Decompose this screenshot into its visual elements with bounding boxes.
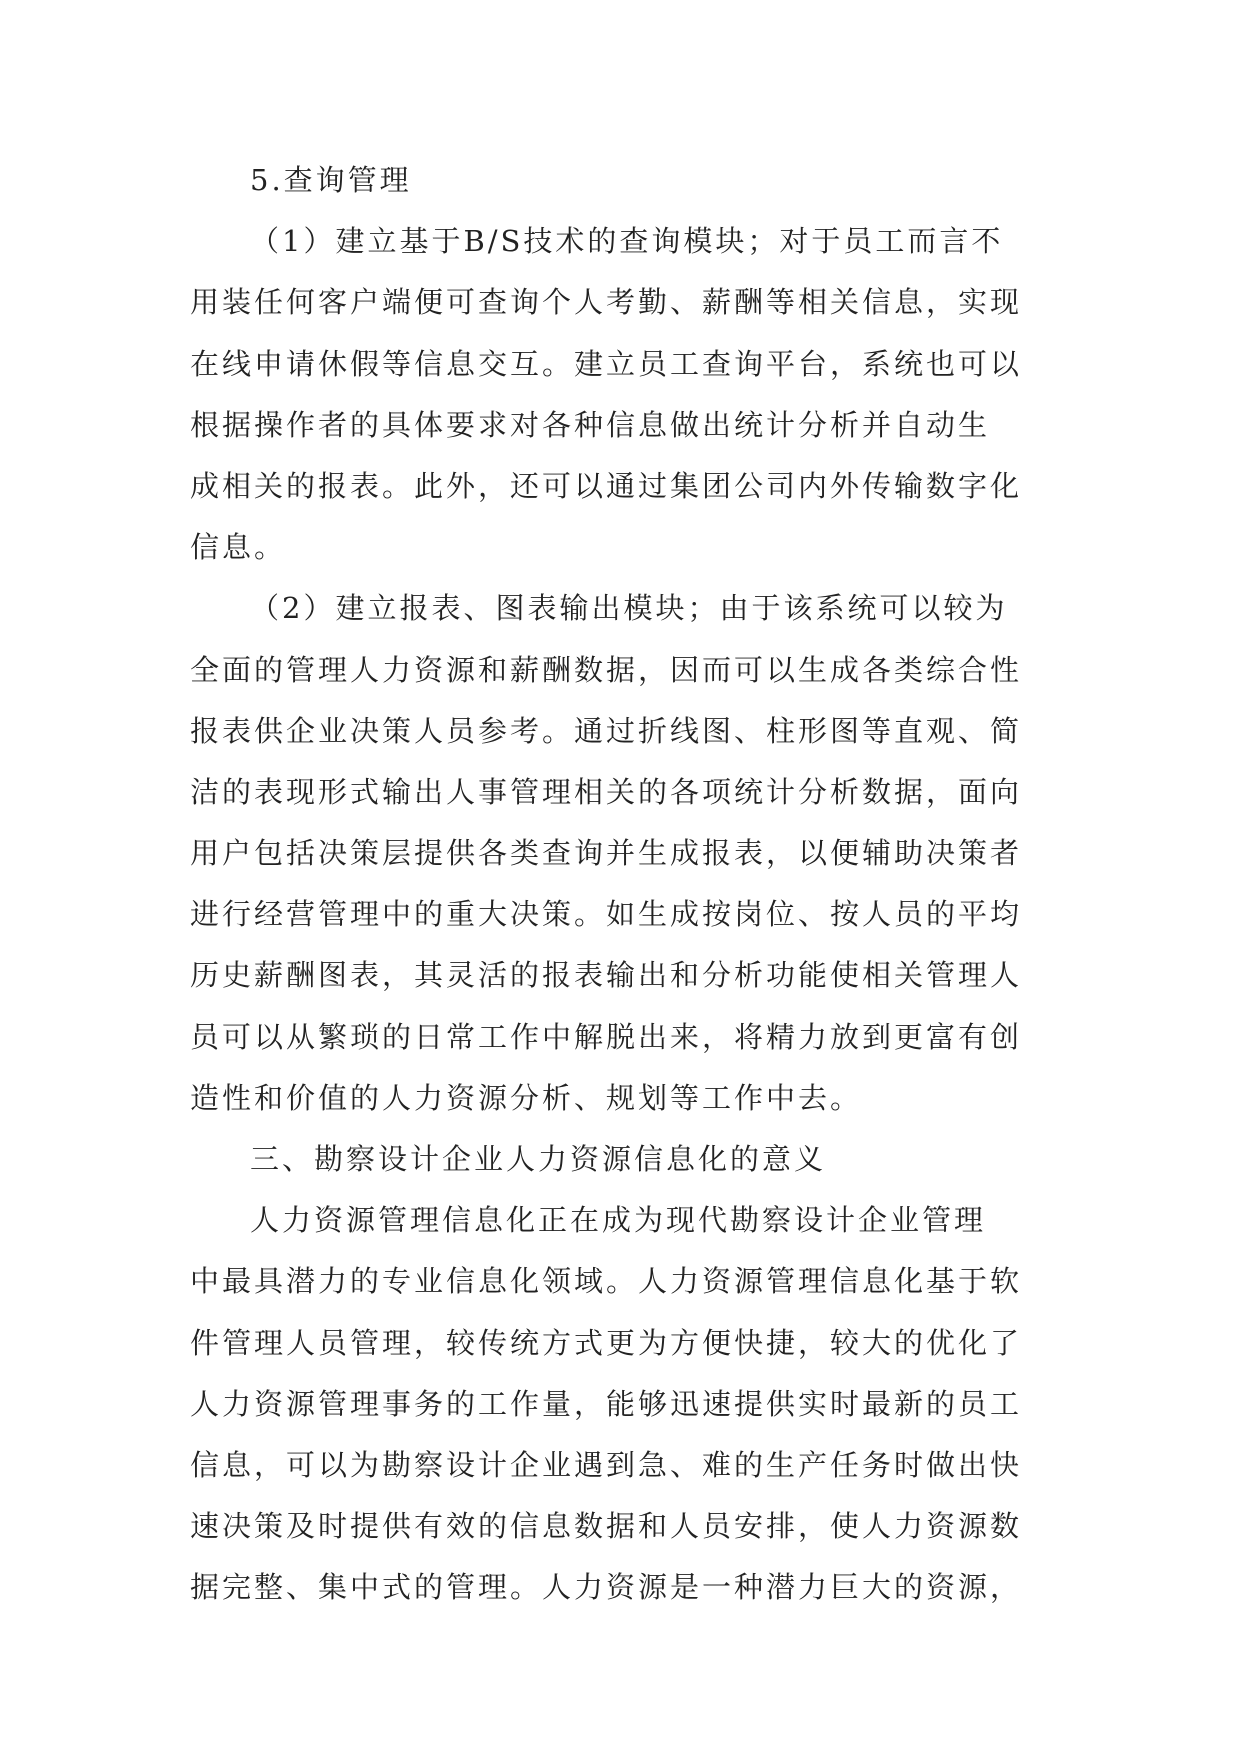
paragraph-line: 人力资源管理信息化正在成为现代勘察设计企业管理	[250, 1203, 987, 1238]
paragraph-line: 件管理人员管理，较传统方式更为方便快捷，较大的优化了	[190, 1325, 1023, 1360]
paragraph-line: 报表供企业决策人员参考。通过折线图、柱形图等直观、简	[190, 713, 1023, 748]
paragraph-line: 历史薪酬图表，其灵活的报表输出和分析功能使相关管理人	[190, 958, 1023, 993]
paragraph-line: 人力资源管理事务的工作量，能够迅速提供实时最新的员工	[190, 1386, 1023, 1421]
paragraph-line: 用装任何客户端便可查询个人考勤、薪酬等相关信息，实现	[190, 285, 1023, 320]
paragraph-line: 在线申请休假等信息交互。建立员工查询平台，系统也可以	[190, 346, 1023, 381]
paragraph-line: 成相关的报表。此外，还可以通过集团公司内外传输数字化	[190, 468, 1023, 503]
document-body	[190, 150, 1045, 1619]
paragraph-line: 洁的表现形式输出人事管理相关的各项统计分析数据，面向	[190, 774, 1023, 809]
paragraph-line: 全面的管理人力资源和薪酬数据，因而可以生成各类综合性	[190, 652, 1023, 687]
paragraph-line: 根据操作者的具体要求对各种信息做出统计分析并自动生	[190, 407, 991, 442]
paragraph-line: 进行经营管理中的重大决策。如生成按岗位、按人员的平均	[190, 897, 1023, 932]
paragraph-line: 造性和价值的人力资源分析、规划等工作中去。	[190, 1080, 863, 1115]
paragraph-line: 中最具潜力的专业信息化领域。人力资源管理信息化基于软	[190, 1264, 1023, 1299]
paragraph-line: 速决策及时提供有效的信息数据和人员安排，使人力资源数	[190, 1509, 1023, 1544]
section-heading-significance: 三、勘察设计企业人力资源信息化的意义	[250, 1142, 827, 1176]
paragraph-line: 用户包括决策层提供各类查询并生成报表，以便辅助决策者	[190, 836, 1023, 871]
paragraph-line: 据完整、集中式的管理。人力资源是一种潜力巨大的资源，	[190, 1570, 1023, 1605]
paragraph-line: （1）建立基于B/S技术的查询模块；对于员工而言不	[250, 224, 1004, 259]
paragraph-line: 信息，可以为勘察设计企业遇到急、难的生产任务时做出快	[190, 1447, 1023, 1482]
paragraph-line: （2）建立报表、图表输出模块；由于该系统可以较为	[250, 591, 1008, 626]
paragraph-line: 员可以从繁琐的日常工作中解脱出来，将精力放到更富有创	[190, 1019, 1023, 1054]
section-heading-query-management: 5.查询管理	[250, 163, 412, 197]
paragraph-line: 信息。	[190, 530, 287, 565]
